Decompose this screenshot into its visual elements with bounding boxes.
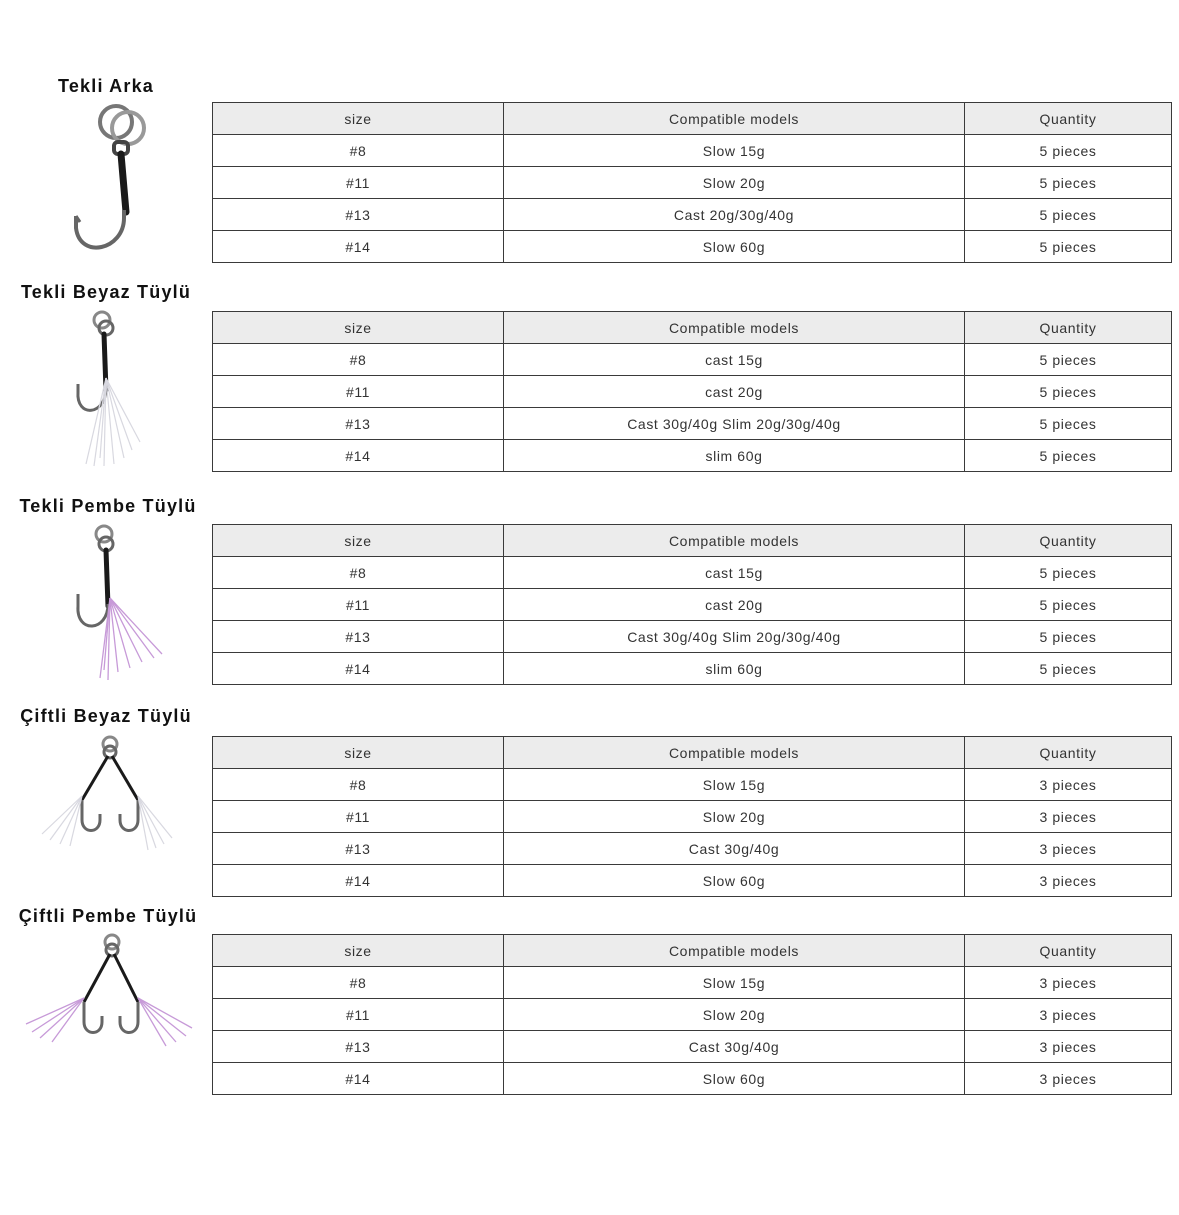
spec-table [212, 934, 1172, 1095]
header-quantity: Quantity [965, 103, 1172, 135]
header-compatible-models: Compatible models [504, 737, 965, 769]
cell-models: cast 15g [504, 344, 965, 376]
header-compatible-models: Compatible models [504, 525, 965, 557]
cell-models: Slow 60g [504, 231, 965, 263]
table-row [213, 167, 1172, 199]
cell-models: Cast 30g/40g [504, 1031, 965, 1063]
cell-size: #14 [213, 440, 504, 472]
cell-size: #11 [213, 589, 504, 621]
table-row [213, 440, 1172, 472]
cell-models: Cast 20g/30g/40g [504, 199, 965, 231]
cell-quantity: 5 pieces [965, 621, 1172, 653]
table-row [213, 653, 1172, 685]
cell-size: #13 [213, 833, 504, 865]
header-quantity: Quantity [965, 312, 1172, 344]
cell-quantity: 3 pieces [965, 769, 1172, 801]
cell-quantity: 3 pieces [965, 801, 1172, 833]
table-row [213, 769, 1172, 801]
cell-models: slim 60g [504, 653, 965, 685]
table-row [213, 801, 1172, 833]
cell-size: #14 [213, 653, 504, 685]
cell-size: #8 [213, 344, 504, 376]
spec-table [212, 736, 1172, 897]
cell-size: #11 [213, 376, 504, 408]
table-row [213, 621, 1172, 653]
header-size: size [213, 737, 504, 769]
cell-size: #8 [213, 135, 504, 167]
header-compatible-models: Compatible models [504, 312, 965, 344]
cell-size: #14 [213, 231, 504, 263]
cell-models: Slow 15g [504, 967, 965, 999]
cell-size: #8 [213, 557, 504, 589]
cell-size: #8 [213, 769, 504, 801]
table-row [213, 967, 1172, 999]
table-row [213, 1063, 1172, 1095]
table-header-row [213, 103, 1172, 135]
cell-models: Cast 30g/40g Slim 20g/30g/40g [504, 621, 965, 653]
cell-quantity: 3 pieces [965, 1031, 1172, 1063]
cell-models: Slow 15g [504, 769, 965, 801]
header-size: size [213, 935, 504, 967]
header-size: size [213, 312, 504, 344]
spec-table [212, 102, 1172, 263]
cell-models: Cast 30g/40g [504, 833, 965, 865]
cell-quantity: 3 pieces [965, 999, 1172, 1031]
spec-table [212, 311, 1172, 472]
cell-size: #11 [213, 999, 504, 1031]
header-size: size [213, 525, 504, 557]
cell-quantity: 5 pieces [965, 167, 1172, 199]
cell-models: Slow 20g [504, 801, 965, 833]
section-title: Çiftli Pembe Tüylü [18, 906, 198, 926]
single-white-feather-hook-icon [20, 308, 200, 468]
table-header-row [213, 935, 1172, 967]
header-quantity: Quantity [965, 737, 1172, 769]
header-compatible-models: Compatible models [504, 935, 965, 967]
table-row [213, 376, 1172, 408]
cell-models: cast 15g [504, 557, 965, 589]
cell-models: cast 20g [504, 376, 965, 408]
cell-size: #11 [213, 167, 504, 199]
cell-quantity: 5 pieces [965, 231, 1172, 263]
table-row [213, 344, 1172, 376]
table-header-row [213, 312, 1172, 344]
cell-models: Slow 20g [504, 167, 965, 199]
cell-quantity: 5 pieces [965, 440, 1172, 472]
cell-quantity: 5 pieces [965, 589, 1172, 621]
table-row [213, 408, 1172, 440]
table-header-row [213, 525, 1172, 557]
section-title: Tekli Beyaz Tüylü [20, 282, 192, 302]
section-title: Çiftli Beyaz Tüylü [20, 706, 192, 726]
cell-size: #14 [213, 865, 504, 897]
cell-size: #8 [213, 967, 504, 999]
table-row [213, 999, 1172, 1031]
cell-quantity: 3 pieces [965, 967, 1172, 999]
header-quantity: Quantity [965, 525, 1172, 557]
cell-quantity: 5 pieces [965, 344, 1172, 376]
table-row [213, 865, 1172, 897]
cell-quantity: 5 pieces [965, 557, 1172, 589]
cell-size: #13 [213, 1031, 504, 1063]
cell-models: Slow 20g [504, 999, 965, 1031]
header-size: size [213, 103, 504, 135]
double-pink-feather-hook-icon [20, 932, 200, 1070]
cell-size: #13 [213, 199, 504, 231]
cell-quantity: 3 pieces [965, 1063, 1172, 1095]
table-row [213, 231, 1172, 263]
cell-quantity: 5 pieces [965, 376, 1172, 408]
cell-size: #14 [213, 1063, 504, 1095]
cell-models: Slow 15g [504, 135, 965, 167]
table-row [213, 557, 1172, 589]
cell-models: Slow 60g [504, 865, 965, 897]
table-header-row [213, 737, 1172, 769]
cell-quantity: 5 pieces [965, 653, 1172, 685]
cell-quantity: 5 pieces [965, 408, 1172, 440]
table-row [213, 1031, 1172, 1063]
cell-models: slim 60g [504, 440, 965, 472]
cell-models: Cast 30g/40g Slim 20g/30g/40g [504, 408, 965, 440]
table-row [213, 135, 1172, 167]
table-row [213, 833, 1172, 865]
cell-size: #13 [213, 621, 504, 653]
cell-quantity: 3 pieces [965, 833, 1172, 865]
spec-table [212, 524, 1172, 685]
cell-size: #11 [213, 801, 504, 833]
table-row [213, 589, 1172, 621]
header-compatible-models: Compatible models [504, 103, 965, 135]
header-quantity: Quantity [965, 935, 1172, 967]
cell-quantity: 5 pieces [965, 135, 1172, 167]
single-pink-feather-hook-icon [20, 522, 200, 682]
cell-models: Slow 60g [504, 1063, 965, 1095]
section-title: Tekli Arka [57, 76, 155, 96]
cell-size: #13 [213, 408, 504, 440]
single-assist-hook-icon [20, 100, 200, 266]
table-row [213, 199, 1172, 231]
double-white-feather-hook-icon [20, 734, 200, 858]
cell-quantity: 5 pieces [965, 199, 1172, 231]
cell-models: cast 20g [504, 589, 965, 621]
cell-quantity: 3 pieces [965, 865, 1172, 897]
section-title: Tekli Pembe Tüylü [19, 496, 197, 516]
